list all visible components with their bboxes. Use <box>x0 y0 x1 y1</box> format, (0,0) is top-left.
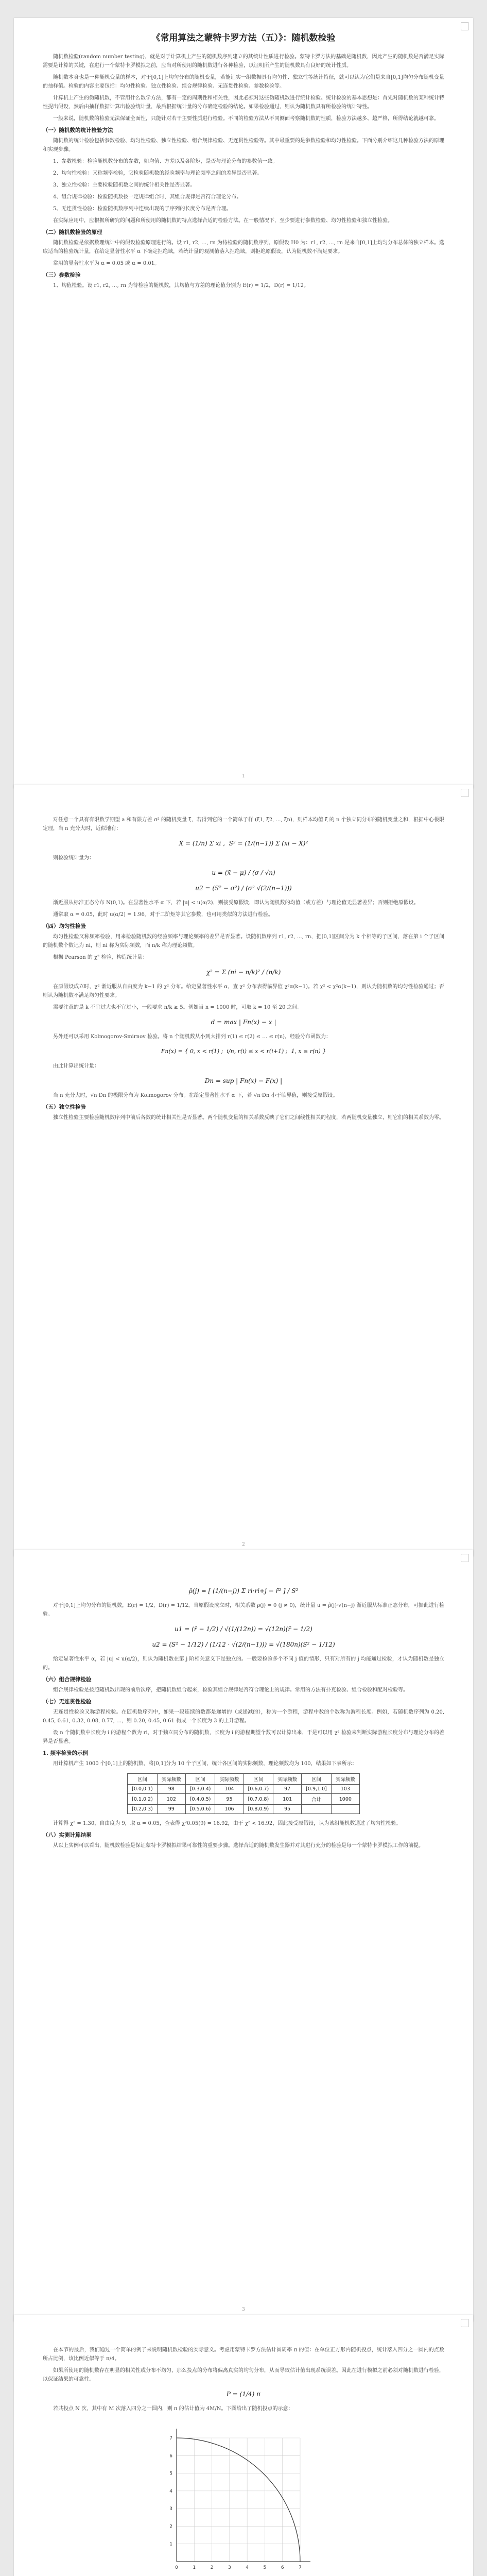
document-page-2 <box>14 785 473 1556</box>
document-page-4 <box>14 2315 473 2576</box>
table-cell: [0.1,0.2) <box>128 1794 158 1805</box>
quarter-circle-arc <box>177 2438 300 2562</box>
table-cell: [0.3,0.4) <box>185 1785 215 1794</box>
body-paragraph: 若共投点 N 次，其中有 M 次落入四分之一圆内，则 π 的估计值为 4M/N。下图给出了随机投点的示意： <box>53 2406 293 2412</box>
formula: χ² = Σ (ni − n/k)² / (n/k) <box>206 969 281 976</box>
body-paragraph: 1、均值检验。设 r1, r2, …, rn 为待检验的随机数，其均值与方差的理论值分别为 E(r) = 1/2，D(r) = 1/12。 <box>53 283 309 289</box>
section-heading: （五）独立性检验 <box>43 1104 86 1110</box>
table-cell <box>302 1805 332 1814</box>
section-heading: 1. 频率检验的示例 <box>43 1750 89 1756</box>
document-title: 《常用算法之蒙特卡罗方法（五）》：随机数检验 <box>151 33 336 43</box>
intro-paragraph: 随机数检验(random number testing)，就是对于计算机上产生的随机数序列建立的其统计性质进行检验。蒙特卡罗方法的基础是随机数，因此产生的随机数是否满足实际需要是计算的关键，在进行一个蒙特卡罗模拟之前，应当对所使用的随机数进行各种检验，以证明所产生的随机数具有良好的统计性质。 <box>43 54 444 69</box>
body-paragraph: 用计算机产生 1000 个[0,1]上的随机数，将[0,1]分为 10 个子区间，统计各区间的实际频数，理论频数均为 100，结果如下表所示： <box>53 1761 357 1767</box>
table-cell: 104 <box>215 1785 243 1794</box>
table-cell <box>331 1805 359 1814</box>
column-header: 实际频数 <box>273 1774 302 1785</box>
column-header: 实际频数 <box>331 1774 359 1785</box>
body-paragraph: 均匀性检验又称频率检验，用来检验随机数的经验频率与理论频率的差异是否显著。设随机数序列 r1, r2, …, rn，把[0,1]区间分为 k 个相等的子区间，落在第 i 个子区间的随机数个数记为 ni，则 ni 称为实际频数，而 n/k 称为理论频数。 <box>43 934 444 948</box>
x-tick-label: 4 <box>246 2565 249 2570</box>
page-number: 2 <box>242 1542 245 1547</box>
quarter-circle-figure <box>156 2422 331 2576</box>
table-cell: 1000 <box>331 1794 359 1805</box>
y-tick-label: 6 <box>169 2453 172 2459</box>
body-paragraph: 1、参数检验：检验随机数分布的参数，如均值、方差以及各阶矩，是否与理论分布的参数值一致。 <box>53 159 278 164</box>
body-paragraph: 常用的显著性水平为 α = 0.05 或 α = 0.01。 <box>53 261 160 266</box>
body-paragraph: 从以上实例可以看出，随机数检验是保证蒙特卡罗模拟结果可靠性的重要步骤。选择合适的随机数发生器并对其进行充分的检验是每一个蒙特卡罗模拟工作的前提。 <box>53 1843 424 1849</box>
body-paragraph: 对于[0,1]上均匀分布的随机数，E(r) = 1/2，D(r) = 1/12。当原假设成立时，相关系数 ρ(j) = 0 (j ≠ 0)，统计量 u = ρ̂(j)·√(n−j) 渐近服从标准正态分布，可据此进行检验。 <box>43 1603 444 1617</box>
body-paragraph: 由此计算出统计量： <box>53 1063 99 1069</box>
y-tick-label: 5 <box>169 2471 172 2477</box>
page-marker-icon <box>461 2319 469 2327</box>
body-paragraph: 需要注意的是 k 不宜过大也不宜过小，一般要求 n/k ≥ 5。例如当 n = 1000 时，可取 k = 10 至 20 之间。 <box>53 1005 303 1010</box>
table-cell: [0.6,0.7) <box>243 1785 273 1794</box>
section-heading: （二）随机数检验的原理 <box>43 229 102 235</box>
body-paragraph: 2、均匀性检验：又称频率检验，它检验随机数的经验频率与理论频率之间的差异是否显著。 <box>53 171 263 176</box>
body-paragraph: 随机数的统计检验包括参数检验、均匀性检验、独立性检验、组合规律检验、无连贯性检验等。其中最重要的是参数检验和均匀性检验。下面分别介绍这几种检验方法的原理和实现步骤。 <box>43 138 444 152</box>
body-paragraph: 在原假设成立时，χ² 渐近服从自由度为 k−1 的 χ² 分布。给定显著性水平 α，查 χ² 分布表得临界值 χ²α(k−1)。若 χ² < χ²α(k−1)，则认为随机数的均匀性检验通过；否则认为随机数不满足均匀性要求。 <box>43 984 444 998</box>
table-cell: 95 <box>215 1794 243 1805</box>
table-cell: [0.2,0.3) <box>128 1805 158 1814</box>
body-paragraph: 当 n 充分大时，√n·Dn 的极限分布为 Kolmogorov 分布。在给定显著性水平 α 下，若 √n·Dn 小于临界值，则接受原假设。 <box>53 1093 338 1098</box>
document-page-1 <box>14 18 473 788</box>
formula: ρ̂(j) = [ (1/(n−j)) Σ ri·ri+j − r̄² ] / S² <box>188 1587 299 1595</box>
table-cell: [0.7,0.8) <box>243 1794 273 1805</box>
intro-paragraph: 随机数本身也是一种随机变量的样本，对于[0,1]上均匀分布的随机变量，若能证实一组数据具有均匀性、独立性等统计特征，就可以认为它们是来自[0,1]均匀分布随机变量的抽样值。检验的内容主要包括：均匀性检验、独立性检验、组合规律检验、无连贯性检验、参数检验等。 <box>43 75 444 89</box>
body-paragraph: 在本节的最后，我们通过一个简单的例子来说明随机数检验的实际意义。考虑用蒙特卡罗方法估计圆周率 π 的值：在单位正方形内随机投点，统计落入四分之一圆内的点数所占比例，该比例近似等于 π/4。 <box>43 2347 444 2362</box>
section-heading: （一）随机数的统计检验方法 <box>43 127 113 133</box>
body-paragraph: 3、独立性检验：主要检验随机数之间的统计相关性是否显著。 <box>53 182 196 188</box>
x-tick-labels <box>175 2565 302 2570</box>
page-number: 1 <box>242 774 245 779</box>
formula: Fn(x) = { 0, x < r(1) ; i/n, r(i) ≤ x < r(i+1) ; 1, x ≥ r(n) } <box>161 1048 326 1055</box>
body-paragraph: 随机数检验是依据数理统计中的假设检验原理进行的。设 r1, r2, …, rn 为待检验的随机数序列，原假设 H0 为：r1, r2, …, rn 是来自[0,1]上均匀分布总体的独立样本。选取适当的检验统计量，在给定显著性水平 α 下确定拒绝域，若统计量的观测值落入拒绝域，则拒绝原假设，认为随机数不满足要求。 <box>43 240 444 255</box>
column-header: 区间 <box>128 1774 158 1785</box>
table-cell: 102 <box>157 1794 185 1805</box>
column-header: 区间 <box>185 1774 215 1785</box>
table-cell: 101 <box>273 1794 302 1805</box>
section-heading: （八）实测计算结果 <box>43 1832 92 1838</box>
y-tick-labels <box>169 2436 172 2547</box>
quarter-circle-graph <box>43 2422 444 2576</box>
section-heading: （七）无连贯性检验 <box>43 1699 92 1705</box>
page-number: 3 <box>242 2307 245 2312</box>
formula: u2 = (S² − σ²) / (σ² √(2/(n−1))) <box>195 885 292 892</box>
formula: X̄ = (1/n) Σ xi , S² = (1/(n−1)) Σ (xi − X̄)² <box>179 840 308 847</box>
page-marker-icon <box>461 1554 469 1562</box>
x-tick-label: 1 <box>193 2565 196 2570</box>
table-cell: 106 <box>215 1805 243 1814</box>
body-paragraph: 5、无连贯性检验：检验随机数序列中连续出现的子序列的长度分布是否合理。 <box>53 206 232 212</box>
table-cell: [0.5,0.6) <box>185 1805 215 1814</box>
body-paragraph: 根据 Pearson 的 χ² 检验，构造统计量： <box>53 955 148 960</box>
frequency-table <box>127 1773 360 1814</box>
page-marker-icon <box>461 22 469 30</box>
table-row <box>128 1794 360 1805</box>
table-cell: [0.4,0.5) <box>185 1794 215 1805</box>
column-header: 实际频数 <box>215 1774 243 1785</box>
body-paragraph: 对任意一个具有有限数学期望 a 和有限方差 σ² 的随机变量 ξ，若得到它的一个简单子样 (ξ1, ξ2, …, ξn)，则样本均值 ξ̄ 的 n 个独立同分布的随机变量之和，根据中心极限定理，当 n 充分大时，近似地有： <box>43 817 444 832</box>
table-cell: 合计 <box>302 1794 332 1805</box>
body-paragraph: 渐近服从标准正态分布 N(0,1)。在显著性水平 α 下，若 |u| < u(α/2)，则接受原假设，即认为随机数的均值（或方差）与理论值无显著差异；否则拒绝原假设。 <box>53 900 419 906</box>
column-header: 实际频数 <box>157 1774 185 1785</box>
formula: u = (x̄ − μ) / (σ / √n) <box>212 869 275 876</box>
body-paragraph: 如果所使用的随机数存在明显的相关性或分布不均匀，那么投点的分布将偏离真实的均匀分布，从而导致估计值出现系统误差。因此在进行模拟之前必须对随机数进行检验，以保证结果的可靠性。 <box>43 2368 444 2382</box>
y-tick-label: 2 <box>169 2524 172 2530</box>
body-paragraph: 设 n 个随机数中长度为 i 的游程个数为 ri，对于独立同分布的随机数，长度为 i 的游程期望个数可以计算出来，于是可以用 χ² 检验来判断实际游程长度分布与理论分布的差异是否显著。 <box>43 1730 444 1744</box>
intro-paragraph: 计算机上产生的伪随机数，不管用什么数学方法，都有一定的周期性和相关性，因此必须对这些伪随机数进行统计检验。统计检验的基本思想是：首先对随机数的某种统计特性提出假设，然后由抽样数据计算出检验统计量，最后根据统计量的分布确定检验的结论。如果检验通过，则认为随机数具有所检验的统计特性。 <box>43 95 444 110</box>
table-cell: 98 <box>157 1785 185 1794</box>
formula: P = (1/4) π <box>226 2391 261 2398</box>
table-cell: 99 <box>157 1805 185 1814</box>
column-header: 区间 <box>302 1774 332 1785</box>
table-cell: [0.0,0.1) <box>128 1785 158 1794</box>
x-tick-label: 5 <box>263 2565 267 2570</box>
body-paragraph: 独立性检验主要检验随机数序列中前后各数的统计相关性是否显著。两个随机变量的相关系数反映了它们之间线性相关的程度，若两随机变量独立，则它们的相关系数为零。 <box>53 1115 444 1121</box>
body-paragraph: 则检验统计量为： <box>53 855 94 861</box>
y-tick-label: 4 <box>169 2488 172 2494</box>
section-heading: （六）组合规律检验 <box>43 1676 92 1683</box>
document-page-3 <box>14 1550 473 2321</box>
table-cell: [0.9,1.0] <box>302 1785 332 1794</box>
formula: u2 = (S² − 1/12) / (1/12 · √(2/(n−1))) = √(180n)(S² − 1/12) <box>152 1641 335 1648</box>
y-tick-label: 3 <box>169 2506 172 2512</box>
table-header-row <box>128 1774 360 1785</box>
x-tick-label: 0 <box>175 2565 178 2570</box>
body-paragraph: 4、组合规律检验：检验随机数按一定规律组合时，其组合规律是否符合理论分布。 <box>53 194 242 200</box>
section-heading: （三）参数检验 <box>43 272 81 278</box>
table-cell: 95 <box>273 1805 302 1814</box>
formula: Dn = sup | Fn(x) − F(x) | <box>204 1077 283 1084</box>
body-paragraph: 另外还可以采用 Kolmogorov-Smirnov 检验。将 n 个随机数从小到大排列 r(1) ≤ r(2) ≤ … ≤ r(n)，经验分布函数为： <box>53 1034 332 1040</box>
body-paragraph: 在实际应用中，应根据所研究的问题和所使用的随机数的特点选择合适的检验方法。在一般情况下，至少要进行参数检验、均匀性检验和独立性检验。 <box>53 218 393 224</box>
x-tick-label: 2 <box>210 2565 214 2570</box>
body-paragraph: 组合规律检验是按照随机数出现的前后次序，把随机数组合起来，检验其组合规律是否符合理论上的规律。常用的方法有扑克检验、组合检验和配对检验等。 <box>53 1687 408 1693</box>
x-tick-label: 3 <box>228 2565 231 2570</box>
table-row <box>128 1805 360 1814</box>
page-marker-icon <box>461 789 469 797</box>
table-cell: 97 <box>273 1785 302 1794</box>
x-tick-label: 7 <box>299 2565 302 2570</box>
body-paragraph: 计算得 χ² = 1.30，自由度为 9，取 α = 0.05，查表得 χ²0.05(9) = 16.92，由于 χ² < 16.92，因此接受原假设，认为该组随机数通过了均匀性检验。 <box>53 1821 402 1826</box>
body-paragraph: 通常取 α = 0.05，此时 u(α/2) = 1.96。对于二阶矩等其它参数，也可用类似的方法进行检验。 <box>53 912 273 918</box>
body-paragraph: 给定显著性水平 α，若 |u| < u(α/2)，则认为随机数在第 j 阶相关意义下是独立的。一般要检验多个不同 j 值的情形，只有对所有的 j 均能通过检验，才认为随机数是独立的。 <box>43 1656 444 1671</box>
y-tick-label: 1 <box>169 2541 172 2547</box>
y-tick-label: 7 <box>169 2436 172 2441</box>
body-paragraph: 无连贯性检验又称游程检验。在随机数序列中，如果一段连续的数都是递增的（或递减的），称为一个游程，游程中数的个数称为游程长度。例如，若随机数序列为 0.20, 0.45, 0.61, 0.32, 0.08, 0.77, …，则 0.20, 0.45, 0.61 构成一个长度为 3 的上升游程。 <box>43 1709 444 1724</box>
graph-grid <box>177 2438 300 2562</box>
intro-paragraph: 一般来说，随机数的检验无法保证全面性，只能针对若干主要性质进行检验。不同的检验方法从不同侧面考察随机数的性质，检验方法越多、越严格，所得结论就越可靠。 <box>53 116 439 122</box>
section-heading: （四）均匀性检验 <box>43 923 86 929</box>
table-cell: [0.8,0.9) <box>243 1805 273 1814</box>
formula: u1 = (r̄ − 1/2) / √(1/(12n)) = √(12n)(r̄ − 1/2) <box>175 1625 312 1633</box>
formula: d = max | Fn(x) − x | <box>211 1019 276 1026</box>
x-tick-label: 6 <box>281 2565 284 2570</box>
table-row <box>128 1785 360 1794</box>
table-cell: 103 <box>331 1785 359 1794</box>
column-header: 区间 <box>243 1774 273 1785</box>
